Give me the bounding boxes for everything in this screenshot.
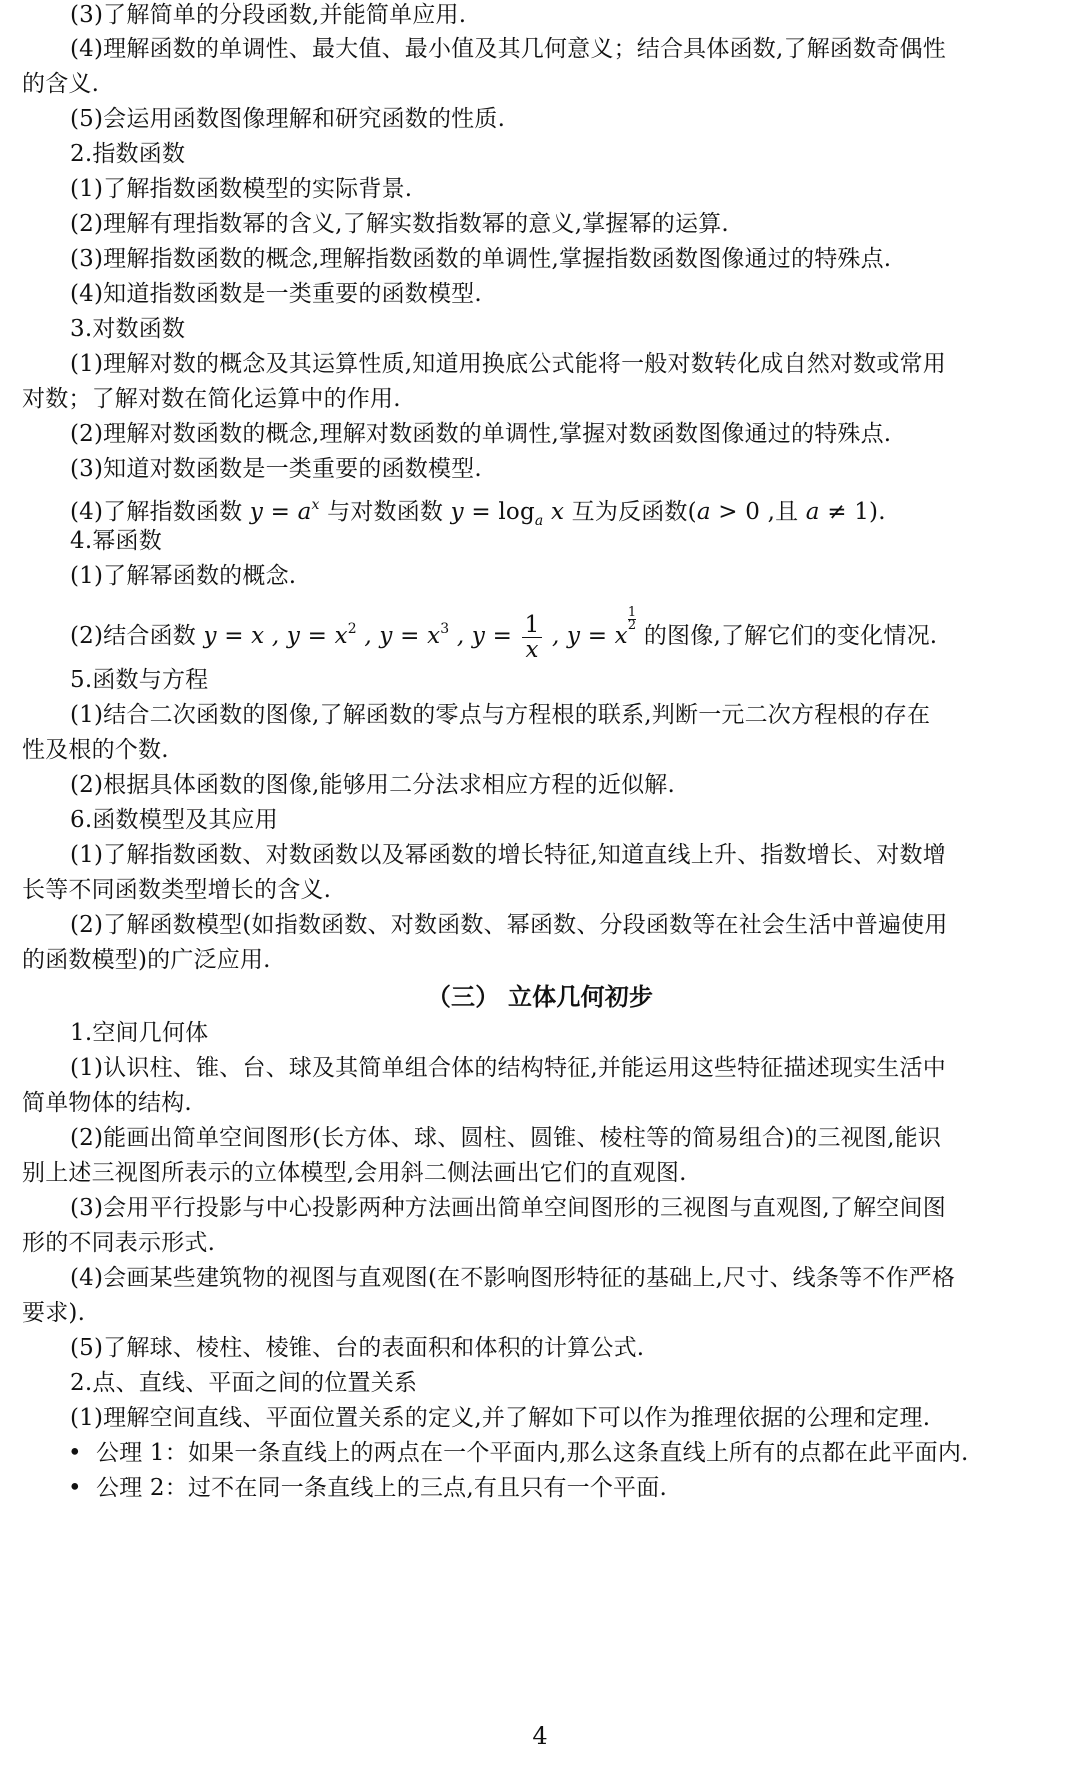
text-line: 简单物体的结构. (22, 1090, 192, 1116)
text-line: 别上述三视图所表示的立体模型,会用斜二侧法画出它们的直观图. (22, 1160, 687, 1186)
text-line: (2)理解对数函数的概念,理解对数函数的单调性,掌握对数函数图像通过的特殊点. (70, 421, 892, 447)
text-line: (3)理解指数函数的概念,理解指数函数的单调性,掌握指数函数图像通过的特殊点. (70, 246, 892, 272)
text-line: (1)理解空间直线、平面位置关系的定义,并了解如下可以作为推理依据的公理和定理. (70, 1405, 931, 1431)
text-span: (2)结合函数 (70, 623, 204, 649)
text-line: 性及根的个数. (22, 737, 169, 763)
math-superscript: x (311, 497, 320, 513)
text-line: (2)能画出简单空间图形(长方体、球、圆柱、圆锥、棱柱等的简易组合)的三视图,能识 (70, 1125, 942, 1151)
section-title: （三） 立体几何初步 (426, 982, 654, 1011)
text-line: (5)了解球、棱柱、棱锥、台的表面积和体积的计算公式. (70, 1335, 645, 1361)
text-line: (4)理解函数的单调性、最大值、最小值及其几何意义；结合具体函数,了解函数奇偶性 (70, 36, 946, 62)
list-item (68, 1473, 1058, 1503)
text-span: (4)了解指数函数 (70, 499, 250, 525)
text-span: 互为反函数( (564, 499, 697, 525)
math-var: a (696, 499, 711, 525)
math-superscript: 2 (347, 621, 357, 637)
math-fraction (522, 613, 543, 662)
subsection-heading: 3.对数函数 (70, 316, 186, 342)
fraction-numerator: 1 (627, 605, 637, 620)
text-span: 的图像,了解它们的变化情况. (636, 623, 938, 649)
text-line: (2)理解有理指数幂的含义,了解实数指数幂的意义,掌握幂的运算. (70, 211, 729, 237)
subsection-heading: 2.点、直线、平面之间的位置关系 (70, 1370, 418, 1396)
text-span: 与对数函数 (319, 499, 451, 525)
fraction-numerator: 1 (522, 613, 543, 638)
math-superscript: 3 (440, 621, 450, 637)
text-line: (3)知道对数函数是一类重要的函数模型. (70, 456, 482, 482)
math-var: x (543, 499, 565, 525)
text-line: (1)认识柱、锥、台、球及其简单组合体的结构特征,并能运用这些特征描述现实生活中 (70, 1055, 946, 1081)
text-line: (1)了解指数函数、对数函数以及幂函数的增长特征,知道直线上升、指数增长、对数增 (70, 842, 946, 868)
math-var: a (805, 499, 820, 525)
subsection-heading: 2.指数函数 (70, 141, 186, 167)
text-line: (4)会画某些建筑物的视图与直观图(在不影响图形特征的基础上,尺寸、线条等不作严格 (70, 1265, 956, 1291)
math-var: y (450, 499, 464, 525)
page-number: 4 (532, 1722, 548, 1750)
subsection-heading: 1.空间几何体 (70, 1020, 209, 1046)
subsection-heading: 4.幂函数 (70, 528, 162, 554)
text-line: (3)会用平行投影与中心投影两种方法画出简单空间图形的三视图与直观图,了解空间图 (70, 1195, 946, 1221)
text-line: (3)了解简单的分段函数,并能简单应用. (70, 2, 467, 28)
text-line: 对数；了解对数在简化运算中的作用. (22, 386, 401, 412)
text-line: (1)了解幂函数的概念. (70, 563, 297, 589)
fraction-denominator: x (525, 636, 539, 663)
text-line: (1)理解对数的概念及其运算性质,知道用换底公式能将一般对数转化成自然对数或常用 (70, 351, 946, 377)
subsection-heading: 6.函数模型及其应用 (70, 807, 278, 833)
text-line: (2)根据具体函数的图像,能够用二分法求相应方程的近似解. (70, 772, 676, 798)
text-line: 的函数模型)的广泛应用. (22, 947, 271, 973)
text-line: 长等不同函数类型增长的含义. (22, 877, 332, 903)
text-line: (5)会运用函数图像理解和研究函数的性质. (70, 106, 506, 132)
bullet-icon: • (68, 1475, 82, 1501)
list-item-text: 公理 2：过不在同一条直线上的三点,有且只有一个平面. (96, 1475, 667, 1501)
text-line: (2)了解函数模型(如指数函数、对数函数、幂函数、分段函数等在社会生活中普遍使用 (70, 912, 948, 938)
text-line: (1)结合二次函数的图像,了解函数的零点与方程根的联系,判断一元二次方程根的存在 (70, 702, 931, 728)
text-line: (1)了解指数函数模型的实际背景. (70, 176, 413, 202)
math-subscript: a (534, 513, 544, 529)
math-expr: , y = x (544, 623, 628, 649)
math-op: = (263, 499, 298, 525)
fraction-denominator: 2 (627, 618, 637, 633)
math-expr: , y = x (356, 623, 441, 649)
text-line: 的含义. (22, 71, 100, 97)
text-line: (4)知道指数函数是一类重要的函数模型. (70, 281, 482, 307)
text-line: 形的不同表示形式. (22, 1230, 216, 1256)
math-op: > 0 ,且 (710, 499, 806, 525)
subsection-heading: 5.函数与方程 (70, 667, 209, 693)
math-expr: y = x , y = x (203, 623, 348, 649)
math-op: = log (463, 499, 535, 525)
list-item (68, 1438, 1058, 1468)
list-item-text: 公理 1：如果一条直线上的两点在一个平面内,那么这条直线上所有的点都在此平面内. (96, 1440, 969, 1466)
bullet-icon: • (68, 1440, 82, 1466)
math-expr: , y = (449, 623, 520, 649)
math-var: y (249, 499, 264, 525)
formula-line-power (70, 598, 1058, 663)
math-op: ≠ 1). (819, 499, 886, 525)
text-line: 要求). (22, 1300, 86, 1326)
math-var: a (297, 499, 312, 525)
